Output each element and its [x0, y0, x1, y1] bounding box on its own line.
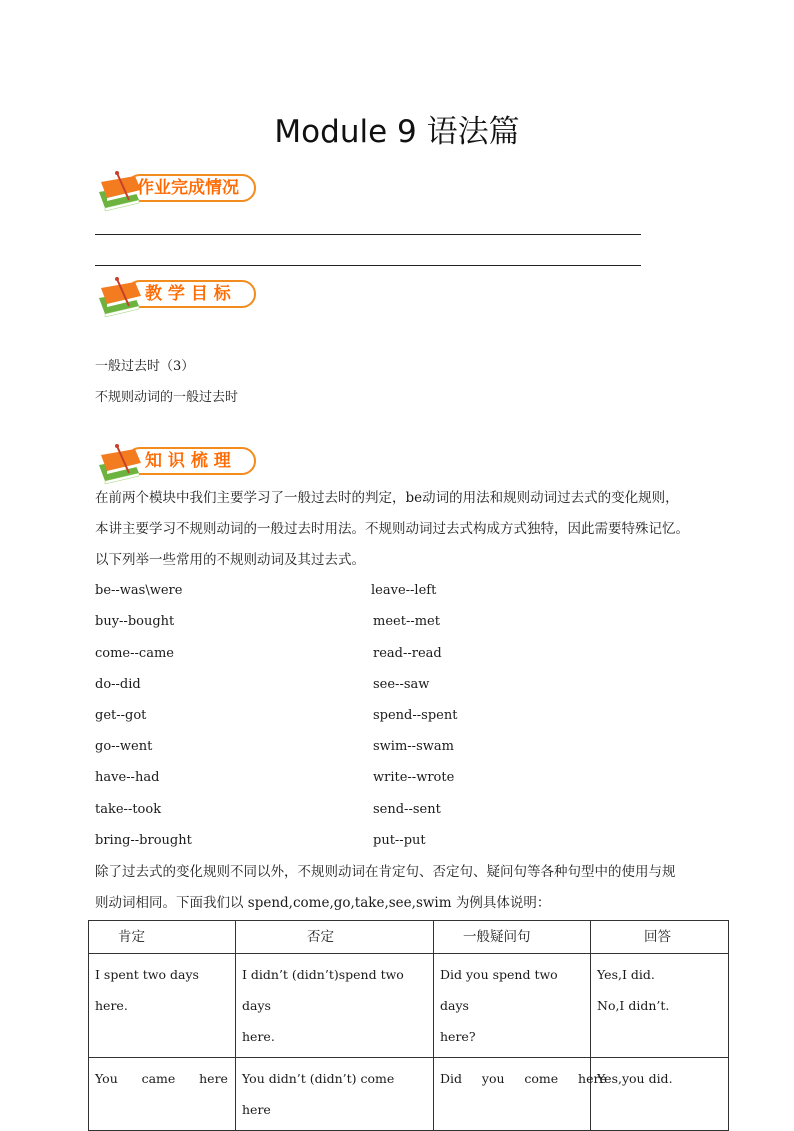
table-row [89, 1058, 729, 1131]
table-cell: Did you come here [434, 1058, 591, 1131]
table-header: 一般疑问句 [434, 921, 591, 954]
answer-line-1 [95, 234, 641, 235]
table-cell: You didn’t (didn’t) come here [236, 1058, 434, 1131]
table-header-row [89, 921, 729, 954]
verb-pair: send--sent [373, 802, 441, 817]
table-row [89, 954, 729, 1058]
verb-pair: have--had [95, 770, 160, 785]
intro-line: 在前两个模块中我们主要学习了一般过去时的判定，be动词的用法和规则动词过去式的变化规则， [95, 490, 679, 506]
verb-row [95, 770, 695, 790]
page-title: Module 9 语法篇 [274, 114, 520, 150]
verb-pair: swim--swam [373, 739, 454, 754]
verb-pair: buy--bought [95, 614, 175, 629]
table-header: 肯定 [89, 921, 236, 954]
intro-line: 本讲主要学习不规则动词的一般过去时用法。不规则动词过去式构成方式独特，因此需要特殊记忆。 [95, 521, 689, 537]
intro-paragraph [95, 483, 689, 576]
table-cell: I spent two days here. [89, 954, 236, 1058]
verb-pair: leave--left [371, 583, 437, 598]
table-cell: Yes,you did. [591, 1058, 729, 1131]
outro-line: 除了过去式的变化规则不同以外，不规则动词在肯定句、否定句、疑问句等各种句型中的使用与规 [95, 864, 676, 880]
section-title-knowledge: 知 识 梳 理 [145, 451, 231, 471]
table-header: 回答 [591, 921, 729, 954]
verb-pair: come--came [95, 646, 174, 661]
table-cell: You came here [89, 1058, 236, 1131]
outro-paragraph [95, 857, 676, 919]
outro-line: 则动词相同。下面我们以 spend,come,go,take,see,swim 为例具体说明： [95, 895, 551, 911]
section-badge-homework [95, 170, 260, 214]
section-badge-knowledge [95, 443, 260, 487]
verb-pair: meet--met [373, 614, 440, 629]
verb-pair: bring--brought [95, 833, 192, 848]
objective-line-2: 不规则动词的一般过去时 [95, 390, 239, 405]
verb-pair: do--did [95, 677, 141, 692]
verb-row [95, 833, 695, 853]
verb-row [95, 708, 695, 728]
verb-pair: go--went [95, 739, 153, 754]
verb-row [95, 583, 695, 603]
verb-pair: read--read [373, 646, 442, 661]
answer-line-2 [95, 265, 641, 266]
objective-line-1: 一般过去时（3） [95, 359, 195, 374]
table-cell: Yes,I did. No,I didn’t. [591, 954, 729, 1058]
section-title-objectives: 教 学 目 标 [145, 284, 231, 304]
verb-row [95, 614, 695, 634]
verb-row [95, 646, 695, 666]
verb-pair: take--took [95, 802, 162, 817]
verb-pair: be--was\were [95, 583, 183, 598]
table-cell: Did you spend two days here? [434, 954, 591, 1058]
verb-row [95, 677, 695, 697]
verb-row [95, 802, 695, 822]
section-title-homework: 作业完成情况 [137, 178, 239, 198]
verb-row [95, 739, 695, 759]
verb-pair: get--got [95, 708, 147, 723]
examples-table [88, 920, 729, 1131]
verb-pair: write--wrote [373, 770, 455, 785]
intro-line: 以下列举一些常用的不规则动词及其过去式。 [95, 552, 365, 568]
table-header: 否定 [236, 921, 434, 954]
section-badge-objectives [95, 276, 260, 320]
verb-pair: put--put [373, 833, 426, 848]
verb-pair: see--saw [373, 677, 430, 692]
verb-pair: spend--spent [373, 708, 458, 723]
table-cell: I didn’t (didn’t)spend two days here. [236, 954, 434, 1058]
